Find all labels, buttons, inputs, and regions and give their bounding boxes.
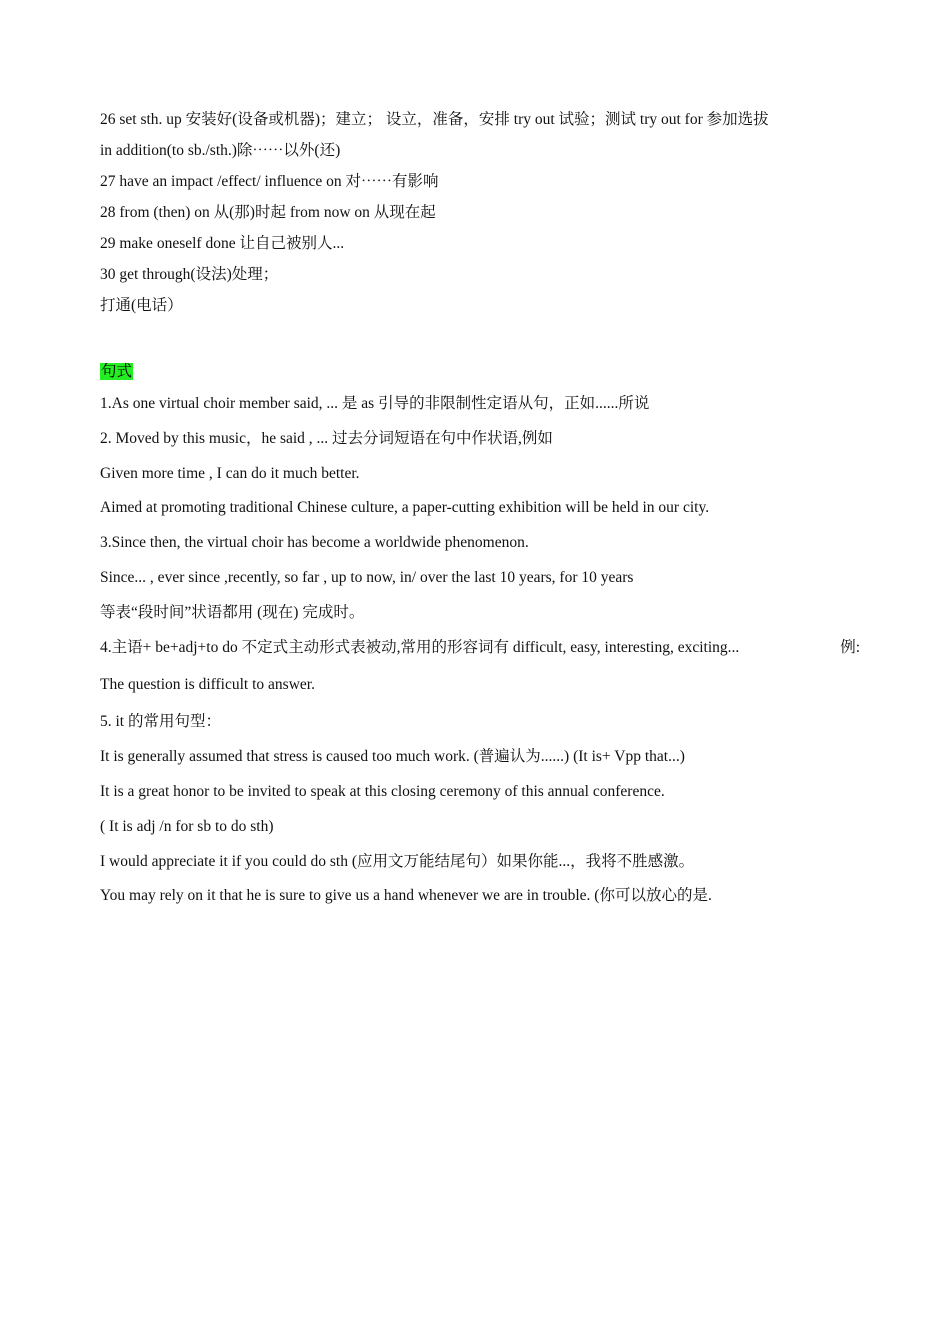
section-heading: 句式 (101, 363, 133, 380)
pattern-5-example-1: It is generally assumed that stress is caused too much work. (普遍认为......) (It is+ Vpp that...) (100, 748, 685, 766)
pattern-5-example-3: ( It is adj /n for sb to do sth) (100, 817, 274, 835)
phrase-29: 29 make oneself done 让自己被别人... (100, 235, 345, 252)
phrase-30-continued: 打通(电话） (100, 297, 183, 314)
pattern-4 (100, 631, 860, 666)
phrase-27: 27 have an impact /effect/ influence on 对⋯⋯有影响 (100, 173, 439, 190)
phrase-26-continued: in addition(to sb./sth.)除⋯⋯以外(还) (100, 142, 341, 159)
pattern-3: 3.Since then, the virtual choir has become a worldwide phenomenon. (100, 534, 529, 552)
document-page (100, 104, 860, 914)
section-spacer (100, 321, 860, 357)
pattern-1: 1.As one virtual choir member said, ... 是 as 引导的非限制性定语从句，正如......所说 (100, 395, 650, 412)
pattern-2-example-1: Given more time , I can do it much better. (100, 464, 360, 482)
pattern-3-example-2: 等表“段时间”状语都用 (现在) 完成时。 (100, 603, 365, 621)
pattern-4-text: 4.主语+ be+adj+to do 不定式主动形式表被动,常用的形容词有 difficult, easy, interesting, exciting... (100, 638, 740, 656)
sentence-pattern-list (100, 387, 860, 914)
pattern-4-example-marker: 例: (840, 638, 860, 656)
section-heading-row (100, 357, 860, 387)
phrase-list (100, 104, 860, 321)
pattern-5: 5. it 的常用句型： (100, 713, 221, 731)
phrase-26: 26 set sth. up 安装好(设备或机器)；建立； 设立，准备，安排 try out 试验；测试 try out for 参加选拔 (100, 111, 769, 128)
pattern-3-example-1: Since... , ever since ,recently, so far , up to now, in/ over the last 10 years, for 10 years (100, 568, 634, 586)
pattern-2: 2. Moved by this music，he said , ... 过去分词短语在句中作状语,例如 (100, 429, 553, 447)
pattern-5-example-5: You may rely on it that he is sure to give us a hand whenever we are in trouble. (你可以放心的是. (100, 887, 712, 905)
phrase-28: 28 from (then) on 从(那)时起 from now on 从现在起 (100, 204, 436, 221)
pattern-2-example-2: Aimed at promoting traditional Chinese culture, a paper-cutting exhibition will be held in our city. (100, 499, 710, 517)
pattern-5-example-2: It is a great honor to be invited to speak at this closing ceremony of this annual conference. (100, 782, 665, 800)
pattern-4-example: The question is difficult to answer. (100, 676, 315, 694)
pattern-5-example-4: I would appreciate it if you could do sth (应用文万能结尾句）如果你能...，我将不胜感激。 (100, 852, 695, 870)
phrase-30: 30 get through(设法)处理； (100, 266, 279, 283)
